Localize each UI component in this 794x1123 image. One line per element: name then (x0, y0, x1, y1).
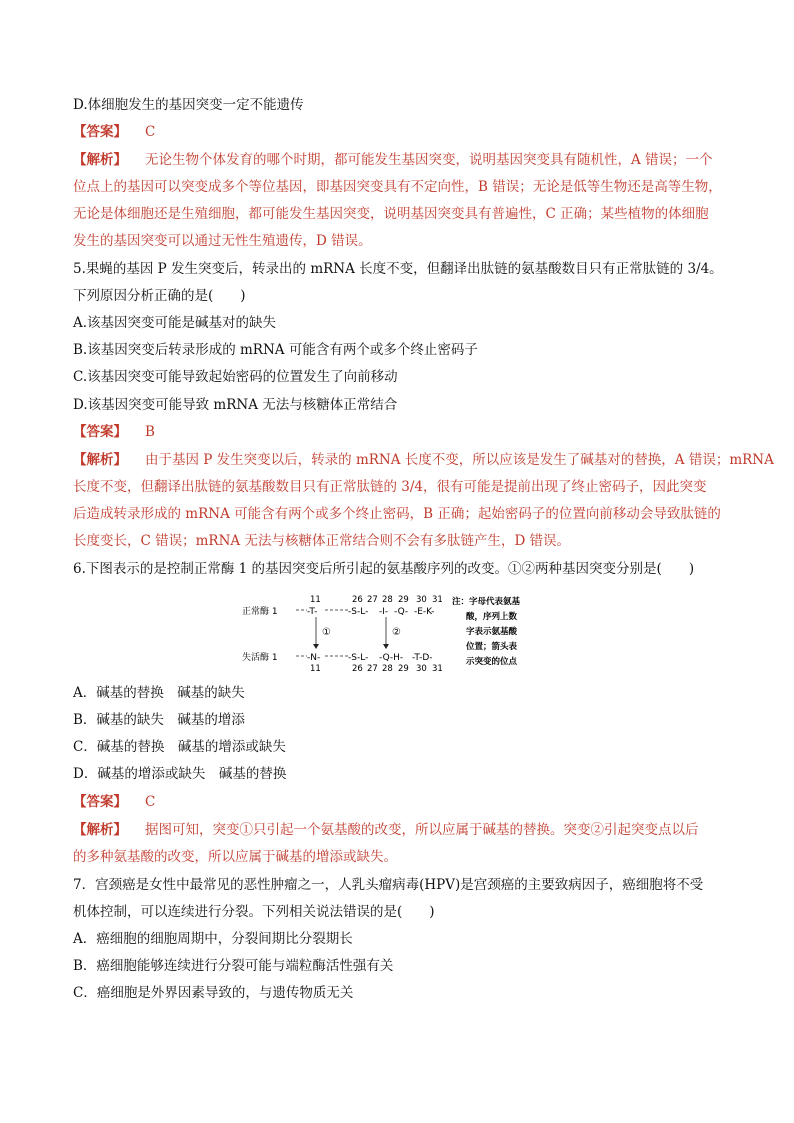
q5-stem-line-1: 5.果蝇的基因 P 发生突变后，转录出的 mRNA 长度不变，但翻译出肽链的氨基酸数目只有正常肽链的 3/4。 (73, 261, 723, 277)
q5-analysis-line-2: 长度不变，但翻译出肽链的氨基酸数目只有正常肽链的 3/4，很有可能是提前出现了终止密码子，因此突变 (73, 479, 707, 495)
row1-seq-ek: -E-K- (414, 607, 435, 617)
row1-seq-q: -Q- (394, 607, 409, 617)
q5-answer-row (73, 423, 723, 441)
answer-value: B (145, 424, 155, 440)
q5-option-a: A.该基因突变可能是碱基对的缺失 (73, 315, 277, 331)
q5-stem-line-2: 下列原因分析正确的是( ) (73, 288, 246, 304)
pos-29-bottom: 29 (398, 664, 409, 673)
q4-analysis-line-3: 无论是体细胞还是生殖细胞，都可能发生基因突变，说明基因突变具有普遍性，C 正确；某些植物的体细胞 (73, 206, 709, 222)
q6-option-c: C．碱基的替换 碱基的增添或缺失 (73, 739, 286, 755)
analysis-text: 由于基因 P 发生突变以后，转录的 mRNA 长度不变，所以应该是发生了碱基对的替换，A 错误；mRNA (145, 452, 774, 468)
answer-tag: 【答案】 (73, 424, 127, 440)
pos-28-bottom: 28 (382, 664, 393, 673)
pos-26-top: 26 (352, 595, 363, 605)
q7-stem-line-2: 机体控制，可以连续进行分裂。下列相关说法错误的是( ) (73, 904, 435, 920)
pos-31-top: 31 (432, 595, 443, 605)
q6-option-b: B．碱基的缺失 碱基的增添 (73, 712, 245, 728)
note-line-2: 酸，序列上数 (466, 612, 518, 622)
note-line-1: 注：字母代表氨基 (452, 597, 521, 607)
note-line-4: 位置；箭头表 (466, 642, 518, 652)
q6-option-a: A．碱基的替换 碱基的缺失 (73, 685, 245, 701)
row2-seq-n: -N- (307, 653, 321, 663)
q6-option-d: D．碱基的增添或缺失 碱基的替换 (73, 766, 287, 782)
q5-analysis-line-1 (73, 451, 774, 469)
row2-seq-td: -T-D- (412, 653, 433, 663)
pos-29-top: 29 (398, 595, 409, 605)
row2-seq-sl: -S-L- (348, 653, 369, 663)
q5-option-b: B.该基因突变后转录形成的 mRNA 可能含有两个或多个终止密码子 (73, 342, 478, 358)
pos-30-top: 30 (416, 595, 427, 605)
q5-analysis-line-3: 后造成转录形成的 mRNA 可能含有两个或多个终止密码，B 正确；起始密码子的位置向前移动会导致肽链的 (73, 506, 721, 522)
pos-31-bottom: 31 (432, 664, 443, 673)
row1-seq-sl: -S-L- (348, 607, 369, 617)
row2-seq-qh: -Q-H- (379, 653, 404, 663)
pos-11-top: 11 (310, 595, 321, 605)
q6-analysis-line-2: 的多种氨基酸的改变，所以应属于碱基的增添或缺失。 (73, 849, 397, 865)
analysis-tag: 【解析】 (73, 822, 127, 838)
q6-analysis-line-1 (73, 821, 723, 839)
row1-label: 正常酶 1 (242, 607, 278, 617)
note-line-3: 字表示氨基酸 (466, 627, 518, 637)
answer-tag: 【答案】 (73, 124, 127, 140)
pos-26-bottom: 26 (352, 664, 363, 673)
mutation-2-mark: ② (392, 627, 401, 638)
row1-seq-i: -I- (379, 607, 389, 617)
q4-analysis-line-2: 位点上的基因可以突变成多个等位基因，即基因突变具有不定向性，B 错误；无论是低等生物还是高等生物， (73, 179, 722, 195)
q4-answer-row (73, 123, 723, 141)
q7-option-a: A．癌细胞的细胞周期中，分裂间期比分裂期长 (73, 931, 353, 947)
answer-value: C (145, 124, 156, 140)
pos-11-bottom: 11 (310, 664, 321, 673)
amino-acid-sequence-diagram (240, 593, 560, 673)
row1-seq-t: -T- (307, 607, 318, 617)
pos-30-bottom: 30 (416, 664, 427, 673)
analysis-tag: 【解析】 (73, 452, 127, 468)
mutation-1-mark: ① (322, 627, 331, 638)
q5-analysis-line-4: 长度变长，C 错误；mRNA 无法与核糖体正常结合则不会有多肽链产生，D 错误。 (73, 533, 571, 549)
q5-option-d: D.该基因突变可能导致 mRNA 无法与核糖体正常结合 (73, 397, 398, 413)
answer-tag: 【答案】 (73, 794, 127, 810)
row2-label: 失活酶 1 (242, 653, 278, 663)
q6-answer-row (73, 793, 723, 811)
pos-27-top: 27 (367, 595, 378, 605)
q7-stem-line-1: 7．宫颈癌是女性中最常见的恶性肿瘤之一，人乳头瘤病毒(HPV)是宫颈癌的主要致病因子，癌细胞将不受 (73, 877, 704, 893)
pos-27-bottom: 27 (367, 664, 378, 673)
q4-analysis-line-1 (73, 151, 723, 169)
q4-option-d: D.体细胞发生的基因突变一定不能遗传 (73, 97, 304, 113)
analysis-text: 据图可知，突变①只引起一个氨基酸的改变，所以应属于碱基的替换。突变②引起突变点以后 (145, 822, 699, 838)
q7-option-c: C．癌细胞是外界因素导致的，与遗传物质无关 (73, 985, 354, 1001)
q6-stem: 6.下图表示的是控制正常酶 1 的基因突变后所引起的氨基酸序列的改变。①②两种基因突变分别是( ) (73, 561, 695, 577)
q5-option-c: C.该基因突变可能导致起始密码的位置发生了向前移动 (73, 369, 398, 385)
analysis-tag: 【解析】 (73, 152, 127, 168)
analysis-text: 无论生物个体发育的哪个时期，都可能发生基因突变，说明基因突变具有随机性，A 错误；一个 (145, 152, 713, 168)
note-line-5: 示突变的位点 (466, 657, 518, 667)
q4-analysis-line-4: 发生的基因突变可以通过无性生殖遗传，D 错误。 (73, 233, 372, 249)
q7-option-b: B．癌细胞能够连续进行分裂可能与端粒酶活性强有关 (73, 958, 394, 974)
answer-value: C (145, 794, 156, 810)
pos-28-top: 28 (382, 595, 393, 605)
